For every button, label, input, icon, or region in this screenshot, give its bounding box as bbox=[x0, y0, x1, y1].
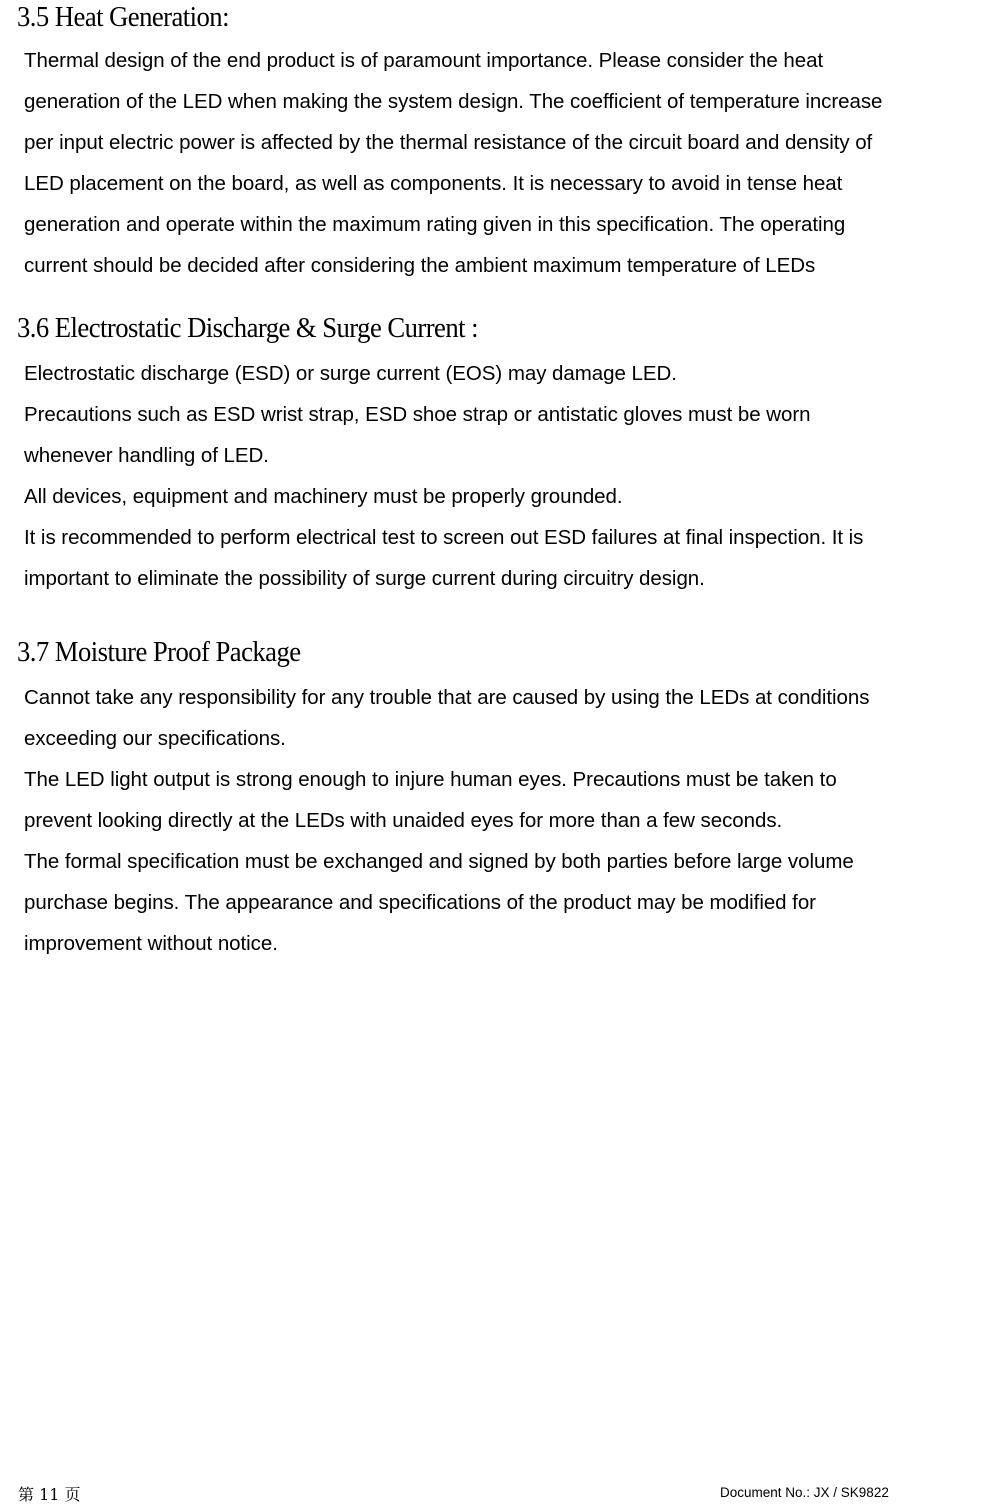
text-line: purchase begins. The appearance and specifications of the product may be modified for bbox=[24, 891, 816, 914]
text-line: Thermal design of the end product is of paramount importance. Please consider the heat bbox=[24, 49, 824, 72]
section-body-moisture-proof-package bbox=[24, 677, 974, 964]
text-line: current should be decided after considering the ambient maximum temperature of LEDs bbox=[24, 254, 816, 277]
section-heading-moisture-proof-package: 3.7 Moisture Proof Package bbox=[17, 636, 301, 668]
document-number: Document No.: JX / SK9822 bbox=[720, 1485, 889, 1500]
section-body-heat-generation bbox=[24, 40, 974, 286]
text-line: Precautions such as ESD wrist strap, ESD shoe strap or antistatic gloves must be worn bbox=[24, 403, 811, 426]
text-line: important to eliminate the possibility of surge current during circuitry design. bbox=[24, 567, 705, 590]
text-line: whenever handling of LED. bbox=[24, 444, 269, 467]
section-heading-heat-generation: 3.5 Heat Generation: bbox=[17, 1, 229, 33]
text-line: per input electric power is affected by the thermal resistance of the circuit board and density of bbox=[24, 131, 873, 154]
text-line: generation and operate within the maximum rating given in this specification. The operating bbox=[24, 213, 846, 236]
page-number: 第 11 页 bbox=[18, 1485, 81, 1504]
text-line: Electrostatic discharge (ESD) or surge current (EOS) may damage LED. bbox=[24, 362, 677, 385]
section-body-esd-surge bbox=[24, 353, 974, 599]
text-line: Cannot take any responsibility for any trouble that are caused by using the LEDs at conditions bbox=[24, 686, 870, 709]
text-line: The LED light output is strong enough to injure human eyes. Precautions must be taken to bbox=[24, 768, 837, 791]
text-line: All devices, equipment and machinery must be properly grounded. bbox=[24, 485, 623, 508]
text-line: improvement without notice. bbox=[24, 932, 278, 955]
text-line: generation of the LED when making the system design. The coefficient of temperature increase bbox=[24, 90, 883, 113]
section-heading-esd-surge: 3.6 Electrostatic Discharge & Surge Current : bbox=[17, 312, 478, 344]
text-line: The formal specification must be exchanged and signed by both parties before large volume bbox=[24, 850, 854, 873]
text-line: prevent looking directly at the LEDs with unaided eyes for more than a few seconds. bbox=[24, 809, 783, 832]
text-line: It is recommended to perform electrical test to screen out ESD failures at final inspection. It is bbox=[24, 526, 864, 549]
text-line: LED placement on the board, as well as components. It is necessary to avoid in tense heat bbox=[24, 172, 843, 195]
text-line: exceeding our specifications. bbox=[24, 727, 286, 750]
